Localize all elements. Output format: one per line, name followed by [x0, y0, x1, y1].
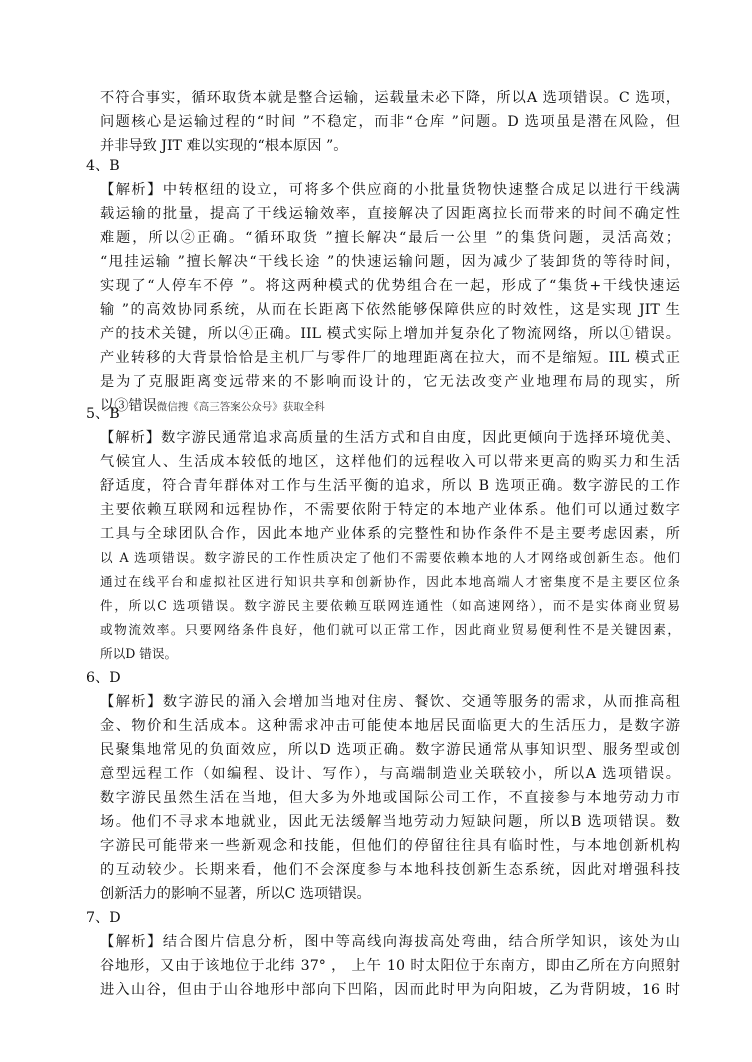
text-line: 工具与全球团队合作，因此本地产业体系的完整性和协作条件不是主要考虑因素，所: [100, 526, 680, 542]
text-line: 意型远程工作（如编程、设计、写作），与高端制造业关联较小，所以A 选项错误。: [100, 766, 680, 782]
q7-answer-number: 7、D: [86, 910, 121, 926]
text-line: 气候宜人、生活成本较低的地区，这样他们的远程收入可以带来更高的购买力和生活: [100, 454, 680, 470]
text-line: 难题，所以②正确。“循环取货 ”擅长解决“最后一公里 ”的集货问题，灵活高效；: [100, 230, 680, 246]
text-line: 【解析】数字游民的涌入会增加当地对住房、餐饮、交通等服务的需求，从而推高租: [100, 694, 680, 710]
text-line: 的互动较少。长期来看，他们不会深度参与本地科技创新生态系统，因此对增强科技: [100, 862, 680, 878]
text-line: 金、物价和生活成本。这种需求冲击可能使本地居民面临更大的生活压力，是数字游: [100, 718, 680, 734]
text-line: 不符合事实，循环取货本就是整合运输，运载量未必下降，所以A 选项错误。C 选项，: [100, 90, 680, 106]
text-line: 并非导致 JIT 难以实现的“根本原因 ”。: [100, 138, 348, 154]
text-line: “甩挂运输 ”擅长解决“干线长途 ”的快速运输问题，因为减少了装卸货的等待时间，: [100, 254, 680, 270]
text-line: 输 ”的高效协同系统，从而在长距离下依然能够保障供应的时效性，这是实现 JIT 生: [100, 302, 680, 318]
q4-explanation: [100, 178, 680, 418]
text-line: 产的技术关键，所以④正确。IIL 模式实际上增加并复杂化了物流网络，所以①错误。: [100, 326, 680, 342]
q7-explanation: [100, 930, 680, 1002]
text-fragment: 以③错误: [100, 398, 157, 414]
text-line: 是为了克服距离变远带来的不影响而设计的，它无法改变产业地理布局的现实，所: [100, 374, 680, 390]
text-line: 或物流效率。只要网络条件良好，他们就可以正常工作，因此商业贸易便利性不是关键因素，: [100, 622, 680, 637]
text-line: 数字游民虽然生活在当地，但大多为外地或国际公司工作，不直接参与本地劳动力市: [100, 790, 680, 806]
text-line: 实现了“人停车不停 ”。将这两种模式的优势组合在一起，形成了“集货+干线快速运: [100, 278, 680, 294]
text-line: 民聚集地常见的负面效应，所以D 选项正确。数字游民通常从事知识型、服务型或创: [100, 742, 680, 758]
text-line: 进入山谷，但由于山谷地形中部向下凹陷，因而此时甲为向阳坡，乙为背阴坡，16 时: [100, 982, 680, 998]
text-line: 以 A 选项错误。数字游民的工作性质决定了他们不需要依赖本地的人才网络或创新生态。他们: [100, 550, 680, 565]
text-line: [100, 394, 680, 418]
text-line: 通过在线平台和虚拟社区进行知识共享和创新协作，因此本地高端人才密集度不是主要区位条: [100, 574, 680, 589]
text-line: 创新活力的影响不显著，所以C 选项错误。: [100, 886, 371, 902]
q3-explanation-continued: [100, 86, 680, 158]
text-line: 问题核心是运输过程的“时间 ”不稳定，而非“仓库 ”问题。D 选项虽是潜在风险，但: [100, 114, 680, 130]
watermark-text: 微信搜《高三答案公众号》获取全科: [156, 401, 325, 413]
text-line: 件，所以C 选项错误。数字游民主要依赖互联网连通性（如高速网络），而不是实体商业贸易: [100, 598, 680, 613]
text-line: 【解析】数字游民通常追求高质量的生活方式和自由度，因此更倾向于选择环境优美、: [100, 430, 680, 446]
text-line: 主要依赖互联网和远程协作，不需要依附于特定的本地产业体系。他们可以通过数字: [100, 502, 680, 518]
q5-answer-number: 5、B: [86, 406, 120, 422]
text-line: 场。他们不寻求本地就业，因此无法缓解当地劳动力短缺问题，所以B 选项错误。数: [100, 814, 680, 830]
text-line: 产业转移的大背景恰恰是主机厂与零件厂的地理距离在拉大，而不是缩短。IIL 模式正: [100, 350, 680, 366]
text-line: 【解析】结合图片信息分析，图中等高线向海拔高处弯曲，结合所学知识，该处为山: [100, 934, 680, 950]
text-line: 所以D 错误。: [100, 646, 178, 661]
text-line: 字游民可能带来一些新观念和技能，但他们的停留往往具有临时性，与本地创新机构: [100, 838, 680, 854]
text-line: 谷地形，又由于该地位于北纬 37° ， 上午 10 时太阳位于东南方，即由乙所在方向照射: [100, 958, 680, 974]
q6-answer-number: 6、D: [86, 670, 121, 686]
q6-explanation: [100, 690, 680, 906]
text-line: 舒适度，符合青年群体对工作与生活平衡的追求，所以 B 选项正确。数字游民的工作: [100, 478, 680, 494]
text-line: 载运输的批量，提高了干线运输效率，直接解决了因距离拉长而带来的时间不确定性: [100, 206, 680, 222]
text-line: 【解析】中转枢纽的设立，可将多个供应商的小批量货物快速整合成足以进行干线满: [100, 182, 680, 198]
q4-answer-number: 4、B: [86, 158, 120, 174]
q5-explanation: [100, 426, 680, 666]
